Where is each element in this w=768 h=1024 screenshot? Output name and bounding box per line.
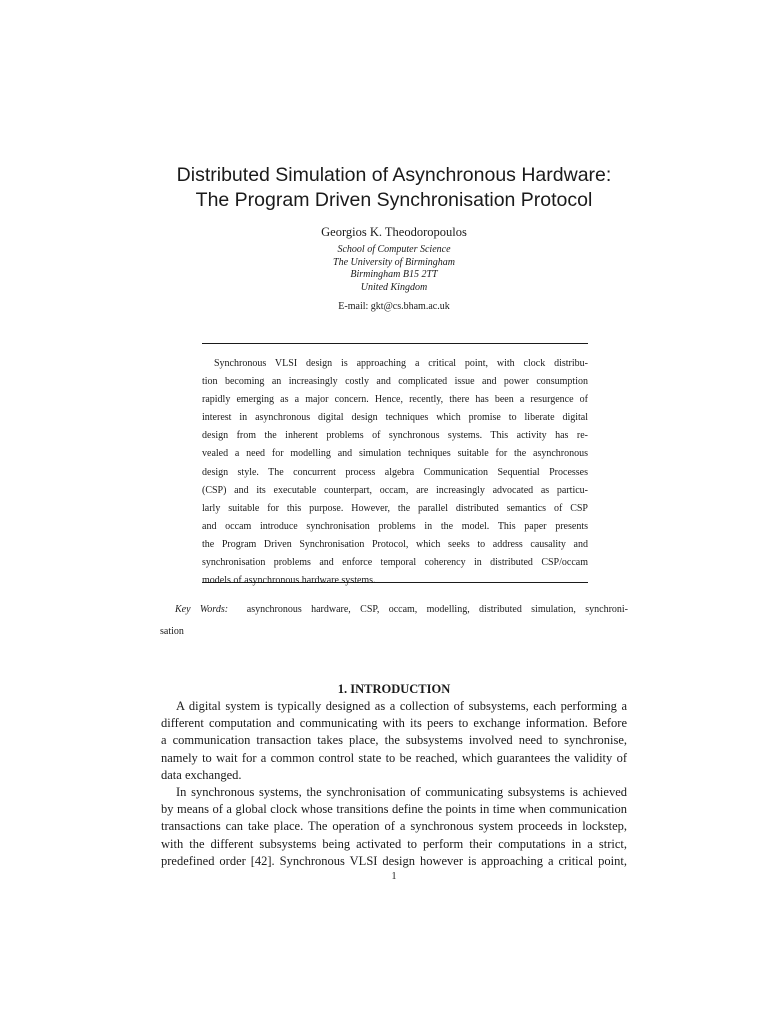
section-heading-introduction: 1. INTRODUCTION — [337, 682, 451, 696]
abstract-line: the Program Driven Synchronisation Protocol, which seeks to address causality and — [202, 538, 588, 550]
introduction-body — [161, 698, 627, 870]
affiliation — [160, 244, 628, 294]
affiliation-line: School of Computer Science — [337, 244, 451, 255]
paper-title — [110, 163, 678, 213]
title-line-2: The Program Driven Synchronisation Protocol — [195, 189, 593, 211]
affiliation-line: United Kingdom — [360, 281, 428, 293]
abstract-line: synchronisation problems and enforce temporal coherency in distributed CSP/occam — [202, 557, 588, 569]
abstract — [202, 355, 588, 590]
body-line: data exchanged. — [161, 767, 242, 782]
abstract-line: larly suitable for this purpose. However, the parallel distributed semantics of CSP — [202, 502, 588, 514]
abstract-line: rapidly emerging as a major concern. Hence, recently, there has been a resurgence of — [202, 394, 588, 406]
abstract-line: interest in asynchronous digital design techniques which promise to liberate digital — [202, 412, 588, 424]
affiliation-line: Birmingham B15 2TT — [350, 269, 438, 281]
keywords-text: asynchronous hardware, CSP, occam, modelling, distributed simulation, synchroni- — [246, 604, 629, 615]
abstract-bottom-rule — [202, 582, 588, 583]
keywords-line — [160, 599, 628, 621]
abstract-top-rule — [202, 343, 588, 344]
body-line: namely to wait for a common control state to be reached, which guarantees the validity of — [161, 750, 627, 765]
keywords — [160, 599, 628, 643]
abstract-line: tion becoming an increasingly costly and complicated issue and power consumption — [202, 376, 588, 388]
keywords-label: Key Words: — [175, 604, 229, 615]
body-line: transactions can take place. The operation of a synchronous system proceeds in lockstep, — [161, 819, 627, 834]
abstract-line: vealed a need for modelling and simulation techniques suitable for the asynchronous — [202, 448, 588, 460]
abstract-line: models of asynchronous hardware systems. — [202, 575, 376, 587]
title-line-1: Distributed Simulation of Asynchronous Hardware: — [176, 164, 612, 186]
abstract-line: and occam introduce synchronisation problems in the model. This paper presents — [202, 520, 588, 532]
keywords-line: sation — [160, 626, 184, 637]
body-line: In synchronous systems, the synchronisation of communicating subsystems is achieved — [176, 784, 627, 799]
author-email: E-mail: gkt@cs.bham.ac.uk — [338, 301, 450, 312]
page-number: 1 — [391, 871, 397, 882]
author-name: Georgios K. Theodoropoulos — [321, 225, 467, 239]
abstract-line: design from the inherent problems of synchronous systems. This activity has re- — [202, 430, 588, 442]
affiliation-line: The University of Birmingham — [333, 256, 455, 268]
body-line: different computation and communicating with its peers to exchange information. Before — [161, 716, 627, 731]
body-line: with the different subsystems being activated to perform their computations in a strict, — [161, 836, 627, 851]
abstract-line: Synchronous VLSI design is approaching a critical point, with clock distribu- — [214, 358, 588, 369]
abstract-line: (CSP) and its executable counterpart, occam, are increasingly advocated as particu- — [202, 484, 588, 496]
body-line: by means of a global clock whose transitions define the points in time when communication — [161, 802, 627, 817]
body-line: predefined order [42]. Synchronous VLSI design however is approaching a critical point, — [161, 853, 627, 868]
body-line: A digital system is typically designed as a collection of subsystems, each performing a — [176, 699, 627, 713]
body-line: a communication transaction takes place, the subsystems involved need to synchronise, — [161, 733, 627, 748]
abstract-line: design style. The concurrent process algebra Communication Sequential Processes — [202, 466, 588, 478]
